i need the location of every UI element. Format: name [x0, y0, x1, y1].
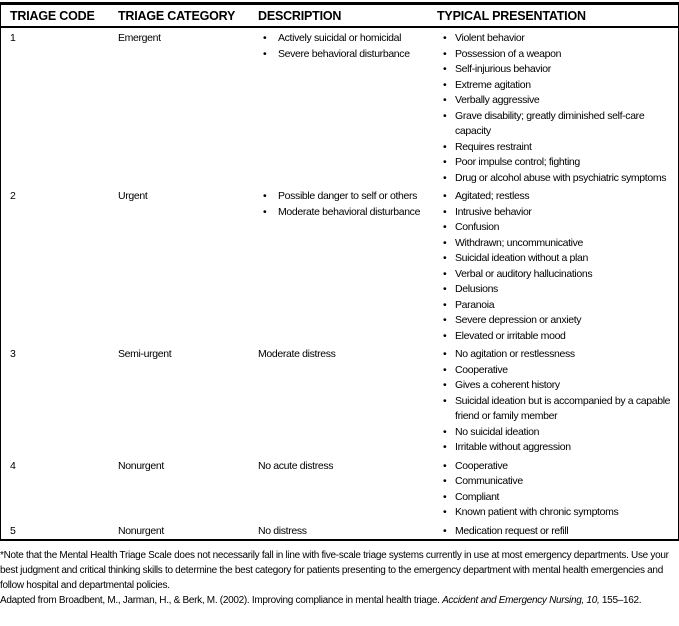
column-header-triage-code: TRIAGE CODE	[10, 9, 95, 23]
bullet-item: • Withdrawn; uncommunicative	[437, 236, 678, 252]
bullet-item: • Grave disability; greatly diminished self-care capacity	[437, 109, 678, 140]
bullet-item: • Suicidal ideation but is accompanied by a capable friend or family member	[437, 394, 678, 425]
bullet-item: • Medication request or refill	[437, 524, 678, 540]
presentation-bullet-list	[437, 524, 678, 540]
table-row-code-2	[1, 186, 678, 344]
bullet-item: • Drug or alcohol abuse with psychiatric symptoms	[437, 171, 678, 187]
table-header-row	[1, 5, 678, 28]
triage-code-cell: 3	[10, 348, 16, 360]
presentation-bullet-list	[437, 31, 678, 186]
description-cell	[258, 521, 437, 540]
presentation-cell	[437, 186, 678, 344]
description-bullet-list	[258, 31, 437, 62]
bullet-item: • Cooperative	[437, 363, 678, 379]
triage-code-cell: 5	[10, 524, 16, 537]
bullet-item: • Confusion	[437, 220, 678, 236]
triage-code-cell: 1	[10, 32, 16, 44]
bullet-item: • Verbally aggressive	[437, 93, 678, 109]
bullet-item: • Self-injurious behavior	[437, 62, 678, 78]
bullet-item: • Possession of a weapon	[437, 47, 678, 63]
triage-category-cell: Emergent	[118, 32, 161, 44]
triage-category-cell: Urgent	[118, 190, 148, 202]
description-cell	[258, 186, 437, 344]
description-cell	[258, 344, 437, 456]
description-text: Moderate distress	[258, 348, 336, 360]
presentation-bullet-list	[437, 459, 678, 521]
presentation-cell	[437, 456, 678, 521]
bullet-item: • Actively suicidal or homicidal	[258, 31, 437, 47]
table-row-code-3	[1, 344, 678, 456]
bullet-item: • Possible danger to self or others	[258, 189, 437, 205]
bullet-item: • Agitated; restless	[437, 189, 678, 205]
bullet-item: • Requires restraint	[437, 140, 678, 156]
bullet-item: • Known patient with chronic symptoms	[437, 505, 678, 521]
bullet-item: • Suicidal ideation without a plan	[437, 251, 678, 267]
bullet-item: • Verbal or auditory hallucinations	[437, 267, 678, 283]
triage-code-cell: 2	[10, 190, 16, 202]
triage-category-cell: Nonurgent	[118, 524, 164, 537]
presentation-bullet-list	[437, 189, 678, 344]
bullet-item: • No agitation or restlessness	[437, 347, 678, 363]
bullet-item: • Paranoia	[437, 298, 678, 314]
footnote-note: *Note that the Mental Health Triage Scale does not necessarily fall in line with five-scale triage systems currently in use at most emergency departments. Use your best judgment and critical thinking skills to determine the best category for patients presenting to the emergency department with mental health emergencies and follow hospital and departmental policies.	[0, 550, 669, 591]
bullet-item: • Cooperative	[437, 459, 678, 475]
description-text: No acute distress	[258, 459, 334, 472]
bullet-item: • Compliant	[437, 490, 678, 506]
triage-table	[0, 2, 679, 541]
presentation-cell	[437, 344, 678, 456]
column-header-description: DESCRIPTION	[258, 9, 342, 23]
bullet-item: • Violent behavior	[437, 31, 678, 47]
bullet-item: • Severe behavioral disturbance	[258, 47, 437, 63]
triage-code-cell: 4	[10, 459, 16, 472]
column-header-typical-presentation: TYPICAL PRESENTATION	[437, 9, 586, 23]
bullet-item: • Delusions	[437, 282, 678, 298]
citation-journal-italic: Accident and Emergency Nursing, 10,	[442, 595, 600, 606]
table-row-code-5	[1, 521, 678, 540]
footnote	[0, 548, 679, 608]
table-row-code-1	[1, 28, 678, 186]
description-cell	[258, 28, 437, 186]
table-row-code-4	[1, 456, 678, 521]
description-bullet-list	[258, 189, 437, 220]
bullet-item: • Irritable without aggression	[437, 440, 678, 456]
presentation-cell	[437, 28, 678, 186]
bullet-item: • Severe depression or anxiety	[437, 313, 678, 329]
triage-category-cell: Semi-urgent	[118, 348, 172, 360]
citation-pages: 155–162.	[599, 595, 642, 606]
bullet-item: • Communicative	[437, 474, 678, 490]
bullet-item: • Moderate behavioral disturbance	[258, 205, 437, 221]
footnote-citation	[0, 593, 679, 608]
bullet-item: • Extreme agitation	[437, 78, 678, 94]
presentation-cell	[437, 521, 678, 540]
bullet-item: • No suicidal ideation	[437, 425, 678, 441]
bullet-item: • Intrusive behavior	[437, 205, 678, 221]
bullet-item: • Gives a coherent history	[437, 378, 678, 394]
triage-category-cell: Nonurgent	[118, 459, 164, 472]
bullet-item: • Elevated or irritable mood	[437, 329, 678, 345]
presentation-bullet-list	[437, 347, 678, 456]
bullet-item: • Poor impulse control; fighting	[437, 155, 678, 171]
column-header-triage-category: TRIAGE CATEGORY	[118, 9, 236, 23]
description-text: No distress	[258, 524, 307, 537]
citation-prefix: Adapted from Broadbent, M., Jarman, H., & Berk, M. (2002). Improving compliance in mental health triage.	[0, 595, 443, 606]
description-cell	[258, 456, 437, 521]
